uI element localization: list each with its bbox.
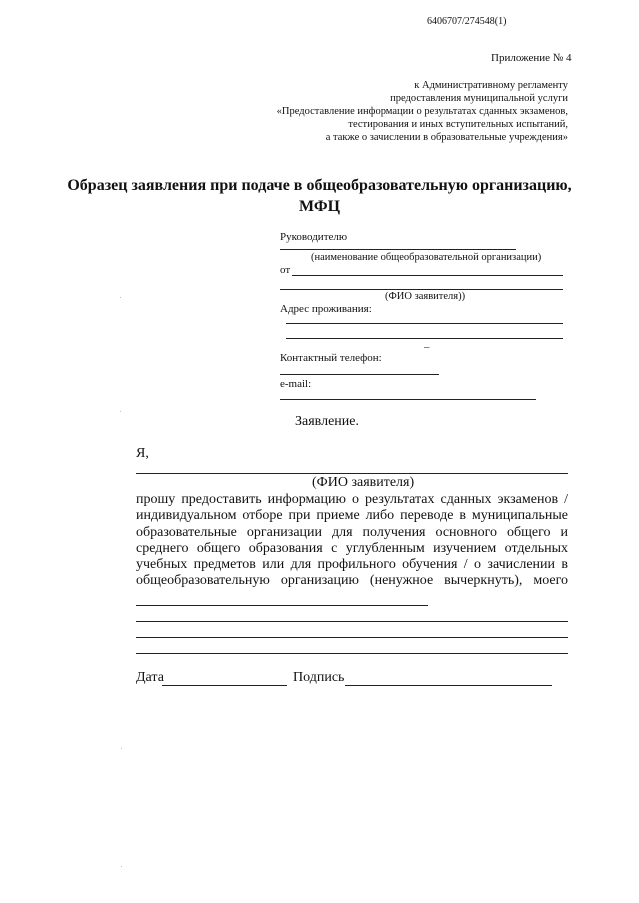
org-caption: (наименование общеобразовательной организации) [311,252,542,263]
scan-speck [120,297,121,298]
email-label: e-mail: [280,378,312,390]
statement-body [136,492,568,590]
regulation-line: «Предоставление информации о результатах сданных экзаменов, [276,106,568,117]
document-title [0,175,639,217]
dash-mark: – [424,341,430,353]
body-line: учебных предметов или для профильного обучения / о зачислении в [136,557,568,573]
scan-speck [121,866,122,867]
fio-caption: (ФИО заявителя) [312,475,415,490]
statement-heading: Заявление. [295,414,359,429]
fio-line[interactable] [136,473,568,474]
regulation-line: предоставления муниципальной услуги [390,93,568,104]
phone-line[interactable] [280,374,439,375]
from-line-2[interactable] [280,289,563,290]
body-line: общеобразовательную организацию (ненужное вычеркнуть), моего [136,573,568,589]
title-line: МФЦ [298,198,341,215]
applicant-caption: (ФИО заявителя)) [385,291,466,302]
body-line: образовательные организации для получения основного общего и [136,524,568,540]
addressee-label: Руководителю [280,231,348,243]
phone-label: Контактный телефон: [280,352,382,364]
email-line[interactable] [280,399,536,400]
date-label: Дата [136,670,164,685]
appendix-number: Приложение № 4 [491,52,572,64]
addressee-org-line[interactable] [280,249,516,250]
body-line: прошу предоставить информацию о результатах сданных экзаменов / [136,492,568,507]
regulation-line: к Административному регламенту [414,80,568,91]
i-label: Я, [136,446,149,461]
signature-line[interactable] [345,685,552,686]
address-line-2[interactable] [286,338,563,339]
body-line: индивидуальном отборе при приеме либо переводе в муниципальные [136,508,568,524]
title-line: Образец заявления при подаче в общеобразовательную организацию, [67,177,572,194]
scan-speck [121,748,122,749]
document-id: 6406707/274548(1) [427,16,507,27]
fill-line-2[interactable] [136,637,568,638]
address-label: Адрес проживания: [280,303,372,315]
from-line[interactable] [292,275,563,276]
child-name-line[interactable] [136,605,428,606]
date-line[interactable] [162,685,287,686]
signature-label: Подпись [293,670,345,685]
fill-line-3[interactable] [136,653,568,654]
from-label: от [280,264,291,276]
regulation-line: а также о зачислении в образовательные учреждения» [325,132,568,143]
fill-line-1[interactable] [136,621,568,622]
scan-speck [120,411,121,412]
body-line: среднего общего образования с углубленным изучением отдельных [136,540,568,556]
regulation-line: тестирования и иных вступительных испытаний, [348,119,568,130]
address-line-1[interactable] [286,323,563,324]
